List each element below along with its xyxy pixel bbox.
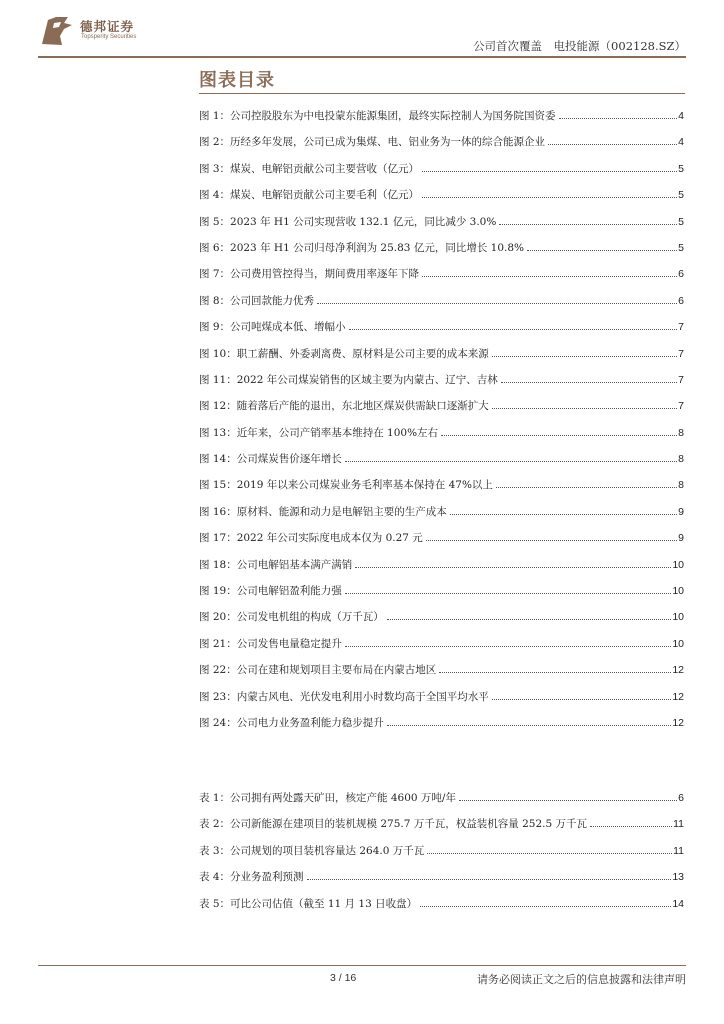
figure-entry[interactable] [199,477,684,503]
brand-name-en: Topsperity Securities [81,34,137,40]
figure-entry-page: 7 [678,347,684,360]
figure-entry-page: 5 [678,241,684,254]
figure-entry-label: 图 2：历经多年发展，公司已成为集煤、电、铝业务为一体的综合能源企业 [199,136,546,149]
figure-entry[interactable] [199,583,684,609]
dot-leader [492,398,677,409]
figure-entry-label: 图 12：随着落后产能的退出，东北地区煤炭供需缺口逐渐扩大 [199,400,489,413]
dot-leader [422,161,677,172]
dot-leader [427,843,672,854]
table-entry-page: 14 [672,897,684,910]
figure-entry-page: 6 [678,294,684,307]
table-entry-page: 13 [672,871,684,884]
dot-leader [499,214,677,225]
figure-entry-label: 图 15：2019 年以来公司煤炭业务毛利率基本保持在 47%以上 [199,479,493,492]
dot-leader [426,530,677,541]
figure-entry-label: 图 6：2023 年 H1 公司归母净利润为 25.83 亿元，同比增长 10.8% [199,241,525,254]
header-divider [38,56,686,58]
figure-list [199,108,684,741]
dot-leader [420,896,671,907]
figure-entry[interactable] [199,662,684,688]
figure-entry-page: 12 [672,664,684,677]
figure-entry-page: 4 [678,136,684,149]
dot-leader [345,583,672,594]
figure-entry[interactable] [199,609,684,635]
table-entry-label: 表 4：分业务盈利预测 [199,871,304,884]
figure-entry-label: 图 13：近年来，公司产销率基本维持在 100%左右 [199,426,439,439]
figure-entry-label: 图 22：公司在建和规划项目主要布局在内蒙古地区 [199,664,437,677]
figure-entry[interactable] [199,398,684,424]
footer-disclaimer: 请务必阅读正文之后的信息披露和法律声明 [477,973,686,986]
figure-entry-page: 10 [672,637,684,650]
figure-entry[interactable] [199,689,684,715]
dot-leader [441,425,677,436]
table-entry-page: 11 [673,818,684,831]
page-header [38,12,686,58]
figure-entry[interactable] [199,266,684,292]
table-entry-label: 表 1：公司拥有两处露天矿田，核定产能 4600 万吨/年 [199,792,456,804]
figure-entry-page: 9 [678,532,684,545]
figure-entry-page: 12 [672,690,684,703]
figure-entry-page: 12 [672,716,684,729]
dot-leader [492,689,672,700]
dot-leader [459,790,677,801]
table-entry[interactable] [199,843,684,869]
figure-entry[interactable] [199,240,684,266]
table-entry[interactable] [199,896,684,922]
figure-entry[interactable] [199,530,684,556]
dot-leader [590,816,672,827]
dot-leader [307,869,672,880]
dot-leader [501,372,677,383]
dot-leader [345,451,677,462]
figure-entry-label: 图 18：公司电解铝基本满产满销 [199,558,353,571]
dot-leader [349,319,678,330]
figure-entry-page: 10 [672,558,684,571]
figure-entry-page: 5 [678,162,684,175]
figure-entry[interactable] [199,425,684,451]
dot-leader [548,134,677,145]
table-entry[interactable] [199,790,684,816]
figure-entry[interactable] [199,372,684,398]
figure-entry[interactable] [199,346,684,372]
figure-entry[interactable] [199,636,684,662]
figure-entry[interactable] [199,161,684,187]
footer-divider [38,965,686,966]
dot-leader [387,609,672,620]
figure-entry-label: 图 23：内蒙古风电、光伏发电利用小时数均高于全国平均水平 [199,690,489,703]
brand-logo-icon [38,14,78,48]
figure-entry-page: 7 [678,373,684,386]
figure-entry[interactable] [199,715,684,741]
figure-entry-label: 图 19：公司电解铝盈利能力强 [199,585,342,598]
figure-entry-page: 7 [678,321,684,334]
figure-entry-label: 图 24：公司电力业务盈利能力稳步提升 [199,716,384,729]
table-entry-page: 6 [678,792,684,804]
figure-entry-page: 5 [678,189,684,202]
figure-entry-label: 图 20：公司发电机组的构成（万千瓦） [199,611,384,624]
dot-leader [422,187,677,198]
figure-entry-label: 图 4：煤炭、电解铝贡献公司主要毛利（亿元） [199,189,420,202]
table-entry[interactable] [199,816,684,842]
figure-entry-label: 图 16：原材料、能源和动力是电解铝主要的生产成本 [199,505,447,518]
figure-entry-label: 图 9：公司吨煤成本低、增幅小 [199,321,346,334]
figure-entry-label: 图 5：2023 年 H1 公司实现营收 132.1 亿元，同比减少 3.0% [199,215,497,228]
figure-entry[interactable] [199,504,684,530]
figure-entry-label: 图 7：公司费用管控得当，期间费用率逐年下降 [199,268,420,281]
dot-leader [559,108,678,119]
table-entry-label: 表 2：公司新能源在建项目的装机规模 275.7 万千瓦，权益装机容量 252.5 万千瓦 [199,818,587,831]
figure-entry-page: 10 [672,611,684,624]
figure-entry[interactable] [199,557,684,583]
brand-logo [38,12,178,52]
figure-entry[interactable] [199,108,684,134]
page-number: 3 / 16 [330,972,357,984]
dot-leader [450,504,677,515]
dot-leader [387,715,672,726]
dot-leader [439,662,671,673]
figure-entry-page: 9 [678,505,684,518]
report-info: 公司首次覆盖 电投能源（002128.SZ） [473,39,686,53]
figure-entry-label: 图 11：2022 年公司煤炭销售的区域主要为内蒙古、辽宁、吉林 [199,373,498,386]
figure-entry-label: 图 8：公司回款能力优秀 [199,294,315,307]
figure-entry-label: 图 10：职工薪酬、外委剥离费、原材料是公司主要的成本来源 [199,347,489,360]
figure-entry-label: 图 3：煤炭、电解铝贡献公司主要营收（亿元） [199,162,420,175]
table-entry-page: 11 [673,844,684,857]
figure-entry-page: 8 [678,479,684,492]
figure-entry-label: 图 14：公司煤炭售价逐年增长 [199,453,342,466]
figure-entry-page: 6 [678,268,684,281]
figure-entry-page: 8 [678,426,684,439]
figure-entry-page: 8 [678,453,684,466]
figure-entry-page: 7 [678,400,684,413]
dot-leader [527,240,677,251]
dot-leader [355,557,671,568]
dot-leader [496,477,677,488]
dot-leader [492,346,677,357]
table-entry-label: 表 5：可比公司估值（截至 11 月 13 日收盘） [199,897,418,910]
figure-entry[interactable] [199,451,684,477]
figure-entry-page: 10 [672,585,684,598]
figure-entry[interactable] [199,319,684,345]
table-entry[interactable] [199,869,684,895]
toc-title: 图表目录 [199,70,275,91]
table-list [199,790,684,922]
figure-entry[interactable] [199,214,684,240]
figure-entry-label: 图 21：公司发售电量稳定提升 [199,637,342,650]
brand-name-cn: 德邦证券 [80,19,135,34]
dot-leader [422,266,677,277]
dot-leader [345,636,672,647]
figure-entry-label: 图 1：公司控股股东为中电投蒙东能源集团，最终实际控制人为国务院国资委 [199,110,556,122]
figure-entry[interactable] [199,134,684,160]
figure-entry[interactable] [199,187,684,213]
figure-entry-page: 5 [678,215,684,228]
dot-leader [317,293,677,304]
figure-entry-page: 4 [678,110,684,122]
toc-title-divider [199,93,685,94]
figure-entry[interactable] [199,293,684,319]
figure-entry-label: 图 17：2022 年公司实际度电成本仅为 0.27 元 [199,532,423,545]
table-entry-label: 表 3：公司规划的项目装机容量达 264.0 万千瓦 [199,844,425,857]
